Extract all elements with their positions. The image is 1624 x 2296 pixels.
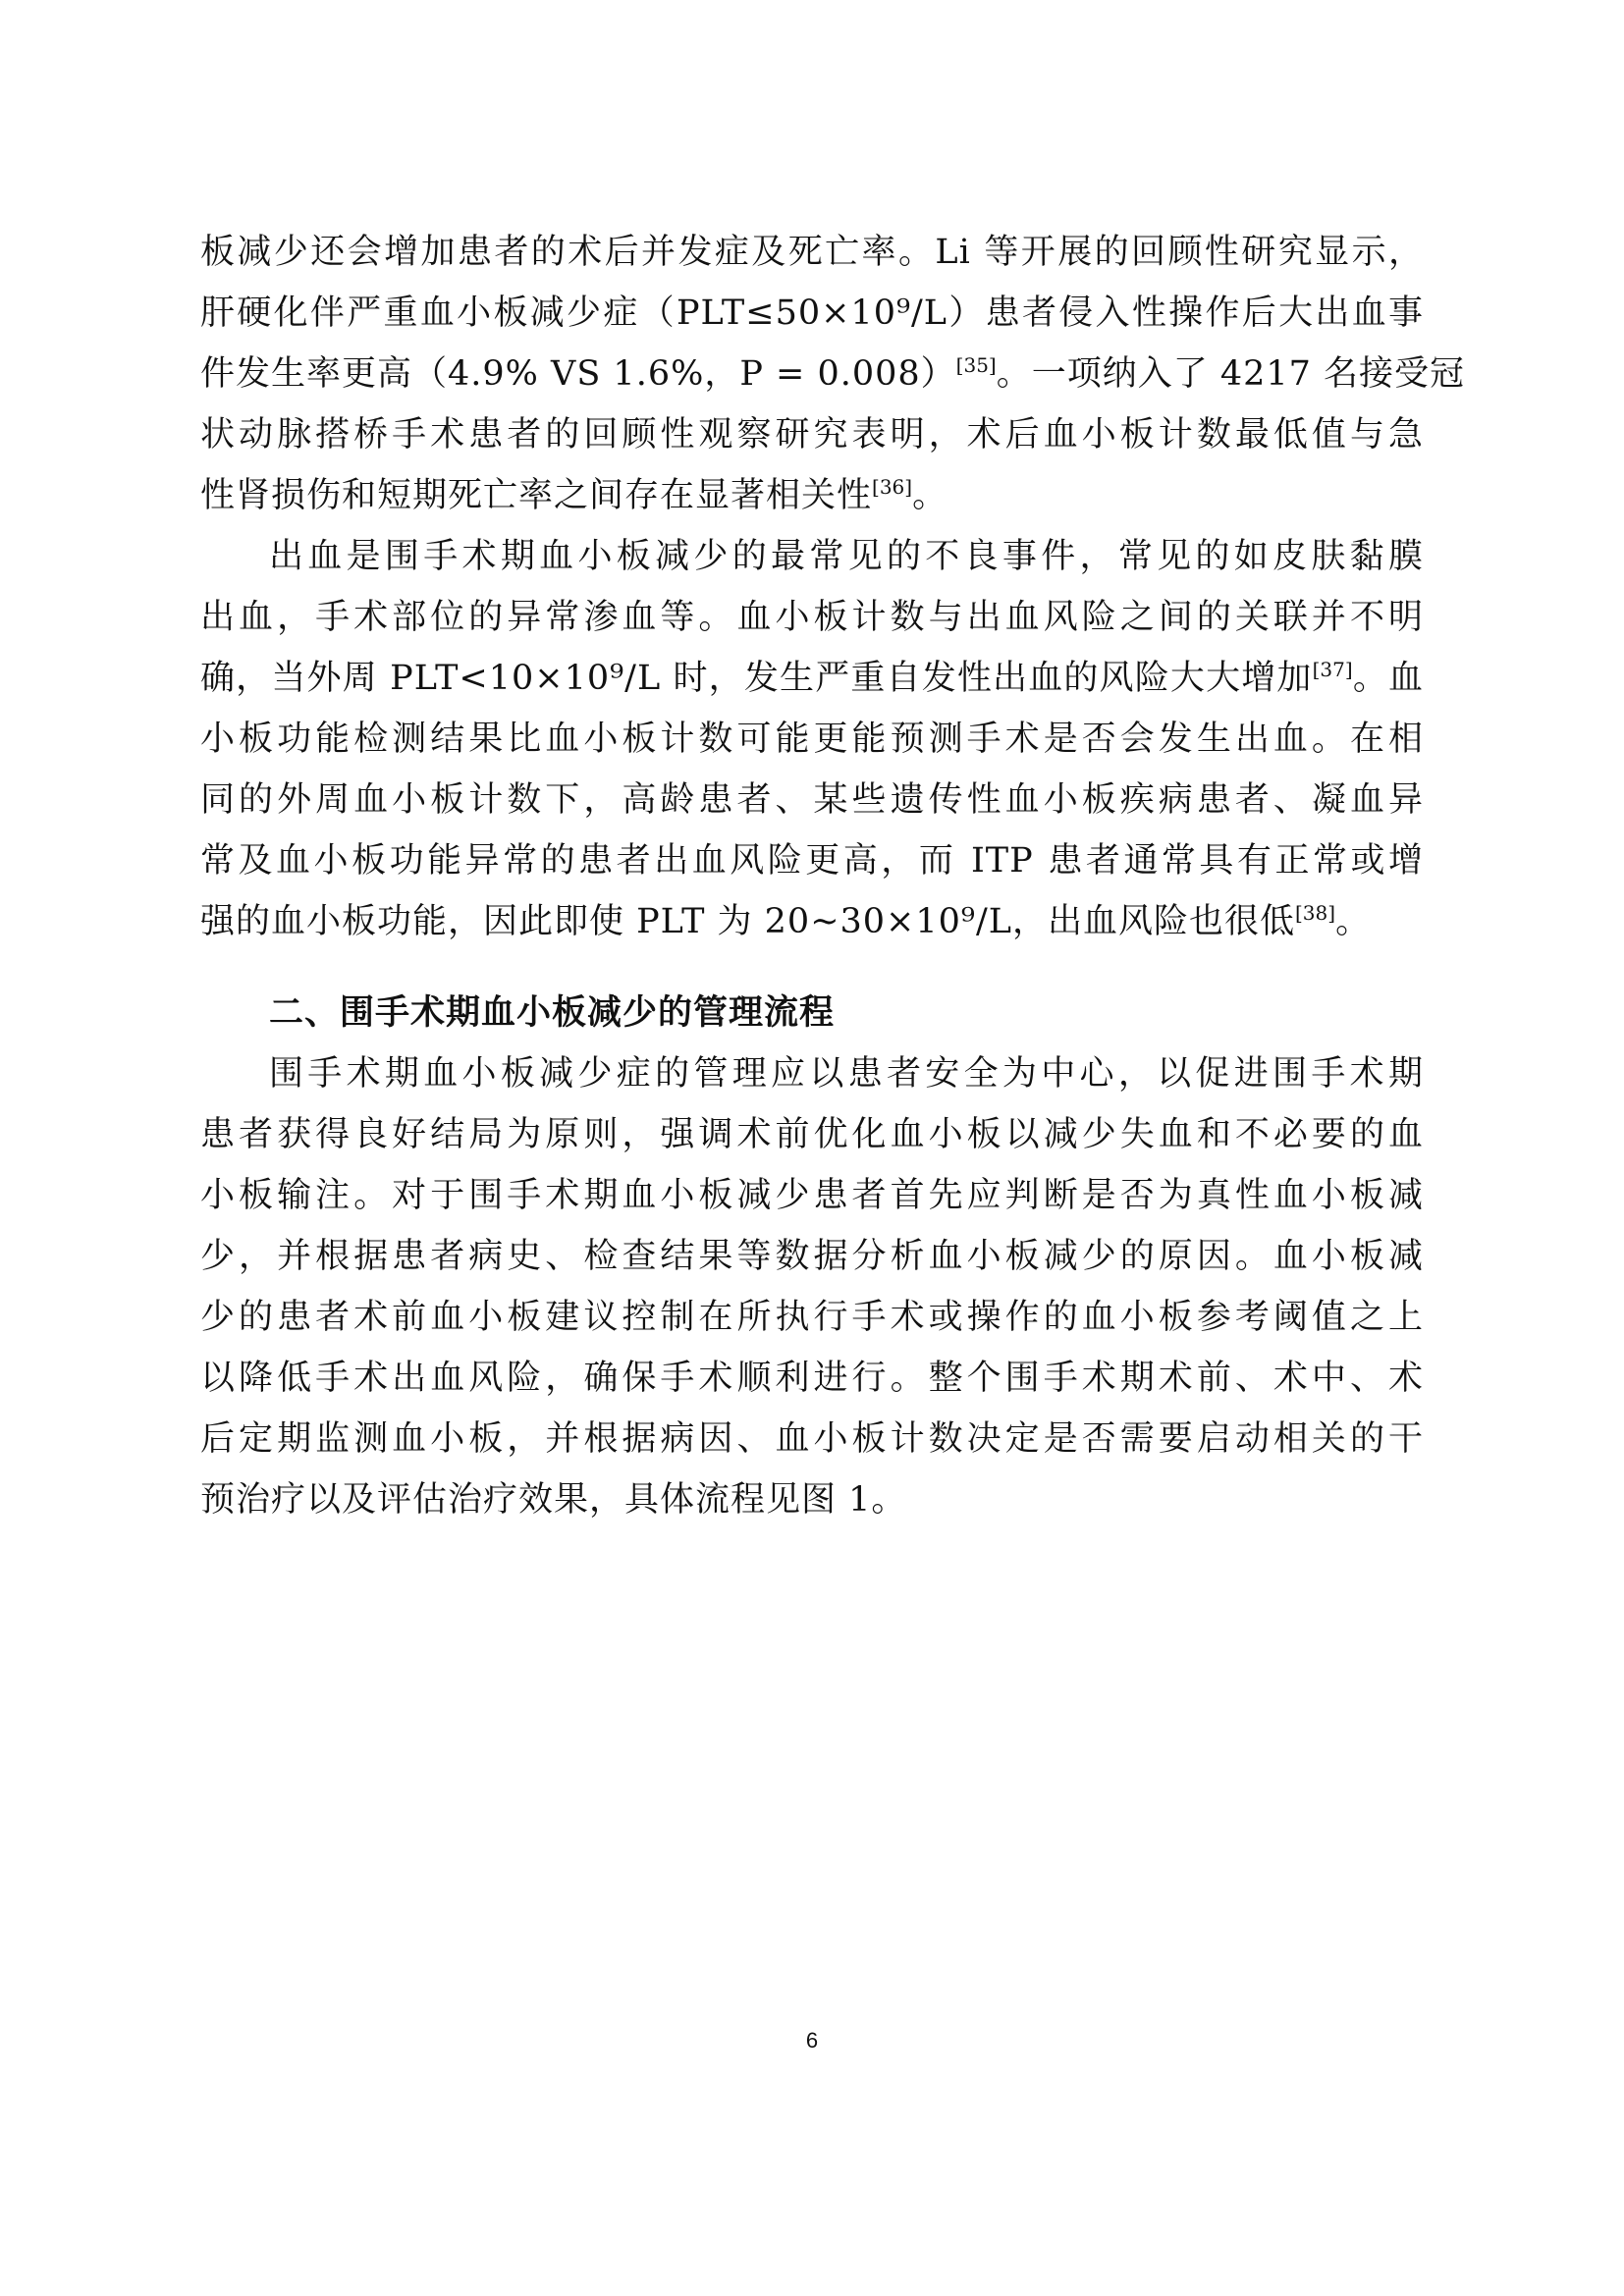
paragraph-1-line-5 — [200, 465, 1424, 526]
paragraph-3-line-5: 少的患者术前血小板建议控制在所执行手术或操作的血小板参考阈值之上 — [200, 1298, 1424, 1337]
text-span: 确，当外周 PLT<10×10⁹/L 时，发生严重自发性出血的风险大大增加 — [200, 659, 1313, 698]
text-span: 。 — [1335, 902, 1372, 941]
text-span: 件发生率更高（4.9% VS 1.6%，P = 0.008） — [200, 354, 956, 394]
paragraph-1-line-1: 板减少还会增加患者的术后并发症及死亡率。Li 等开展的回顾性研究显示， — [200, 233, 1424, 272]
text-span: 。 — [912, 476, 948, 515]
paragraph-3-line-3: 小板输注。对于围手术期血小板减少患者首先应判断是否为真性血小板减 — [200, 1176, 1424, 1215]
text-span: 。一项纳入了 4217 名接受冠 — [996, 354, 1466, 394]
citation-35: [35] — [955, 353, 997, 377]
paragraph-2-line-3 — [200, 648, 1424, 709]
paragraph-3-line-6: 以降低手术出血风险，确保手术顺利进行。整个围手术期术前、术中、术 — [200, 1359, 1424, 1398]
paragraph-3-line-8: 预治疗以及评估治疗效果，具体流程见图 1。 — [200, 1480, 907, 1520]
citation-37: [37] — [1312, 658, 1353, 681]
text-span: 性肾损伤和短期死亡率之间存在显著相关性 — [200, 476, 873, 515]
paragraph-3-line-7: 后定期监测血小板，并根据病因、血小板计数决定是否需要启动相关的干 — [200, 1419, 1424, 1459]
page-number: 6 — [805, 2028, 819, 2053]
paragraph-2-line-4: 小板功能检测结果比血小板计数可能更能预测手术是否会发生出血。在相 — [200, 720, 1424, 759]
section-heading: 二、围手术期血小板减少的管理流程 — [269, 993, 836, 1033]
paragraph-2-line-5: 同的外周血小板计数下，高龄患者、某些遗传性血小板疾病患者、凝血异 — [200, 780, 1424, 820]
paragraph-1-line-2: 肝硬化伴严重血小板减少症（PLT≤50×10⁹/L）患者侵入性操作后大出血事 — [200, 294, 1424, 333]
paragraph-3-line-1: 围手术期血小板减少症的管理应以患者安全为中心，以促进围手术期 — [269, 1054, 1424, 1094]
citation-36: [36] — [872, 475, 913, 499]
text-span: 。血 — [1352, 659, 1424, 698]
paragraph-2-line-1: 出血是围手术期血小板减少的最常见的不良事件，常见的如皮肤黏膜 — [269, 537, 1424, 576]
paragraph-3-line-4: 少，并根据患者病史、检查结果等数据分析血小板减少的原因。血小板减 — [200, 1237, 1424, 1276]
paragraph-1-line-4: 状动脉搭桥手术患者的回顾性观察研究表明，术后血小板计数最低值与急 — [200, 415, 1424, 454]
paragraph-2-line-7 — [200, 891, 1424, 952]
text-span: 强的血小板功能，因此即使 PLT 为 20~30×10⁹/L，出血风险也很低 — [200, 902, 1295, 941]
paragraph-3-line-2: 患者获得良好结局为原则，强调术前优化血小板以减少失血和不必要的血 — [200, 1115, 1424, 1154]
paragraph-2-line-2: 出血，手术部位的异常渗血等。血小板计数与出血风险之间的关联并不明 — [200, 598, 1424, 637]
paragraph-2-line-6: 常及血小板功能异常的患者出血风险更高，而 ITP 患者通常具有正常或增 — [200, 841, 1424, 881]
citation-38: [38] — [1295, 901, 1336, 925]
paragraph-1-line-3 — [200, 344, 1466, 404]
